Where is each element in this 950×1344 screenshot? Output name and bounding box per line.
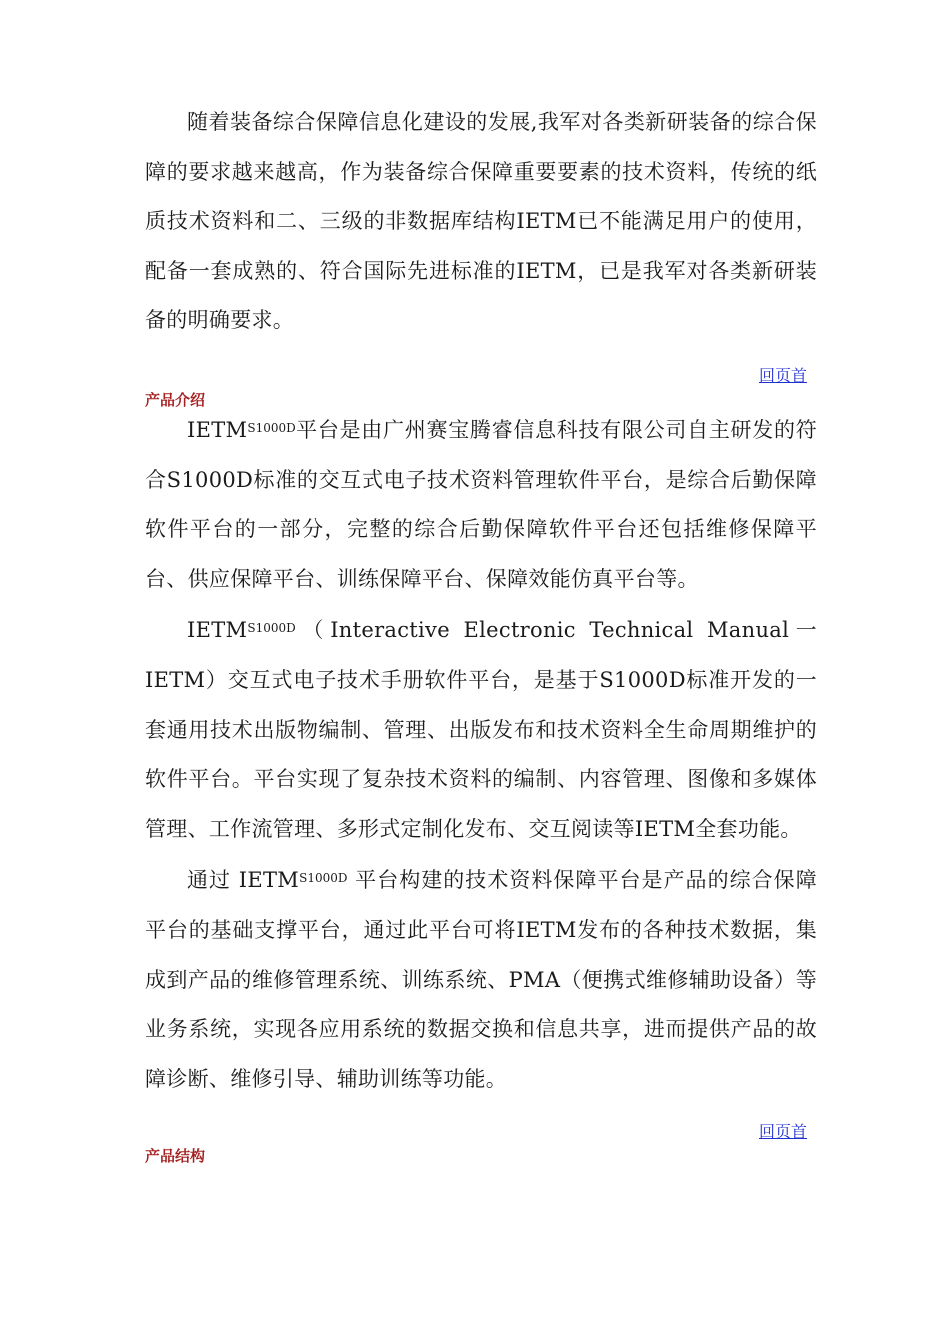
standard-superscript: S1000D: [299, 871, 348, 886]
back-to-top-link[interactable]: 回页首: [758, 365, 807, 385]
section-title-product-intro: 产品介绍: [145, 390, 206, 409]
product-intro-paragraph-1: [145, 404, 817, 604]
document-page: [145, 98, 817, 1168]
paragraph-text: 平台是由广州赛宝腾睿信息科技有限公司自主研发的符合S1000D标准的交互式电子技术资料管理软件平台，是综合后勤保障软件平台的一部分，完整的综合后勤保障软件平台还包括维修保障平台、供应保障平台、训练保障平台、保障效能仿真平台等。: [145, 417, 817, 591]
intro-paragraph: 随着装备综合保障信息化建设的发展,我军对各类新研装备的综合保障的要求越来越高，作为装备综合保障重要要素的技术资料，传统的纸质技术资料和二、三级的非数据库结构IETM已不能满足用户的使用，配备一套成熟的、符合国际先进标准的IETM，已是我军对各类新研装备的明确要求。: [145, 110, 817, 333]
paragraph-lead: IETM: [187, 618, 248, 643]
back-to-top-link[interactable]: 回页首: [758, 1122, 807, 1142]
paragraph-text: （Interactive Electronic Technical Manual一IETM）交互式电子技术手册软件平台，是基于S1000D标准开发的一套通用技术出版物编制、管理、出版发布和技术资料全生命周期维护的软件平台。平台实现了复杂技术资料的编制、内容管理、图像和多媒体管理、工作流管理、多形式定制化发布、交互阅读等IETM全套功能。: [145, 618, 817, 841]
standard-superscript: S1000D: [247, 621, 296, 636]
product-intro-paragraph-2: [145, 604, 817, 854]
product-intro-paragraph-3: [145, 854, 817, 1104]
section-title-product-structure: 产品结构: [145, 1147, 206, 1166]
paragraph-lead: 通过 IETM: [187, 868, 300, 893]
paragraph-lead: IETM: [187, 417, 248, 442]
back-to-top-row: [145, 1120, 817, 1144]
back-to-top-row: [145, 364, 817, 388]
paragraph-text: 平台构建的技术资料保障平台是产品的综合保障平台的基础支撑平台，通过此平台可将IETM发布的各种技术数据，集成到产品的维修管理系统、训练系统、PMA（便携式维修辅助设备）等业务系统，实现各应用系统的数据交换和信息共享，进而提供产品的故障诊断、维修引导、辅助训练等功能。: [145, 868, 817, 1091]
standard-superscript: S1000D: [247, 420, 296, 435]
